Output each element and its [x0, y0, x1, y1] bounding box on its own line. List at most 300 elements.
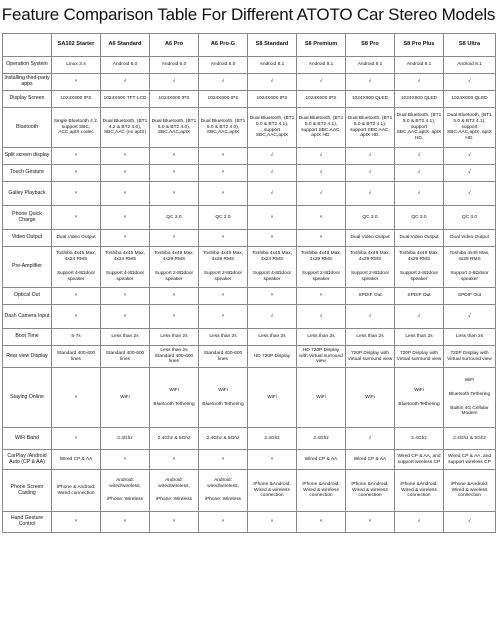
value-cell	[150, 470, 199, 512]
cell-text: √	[468, 153, 471, 159]
table-row	[3, 288, 496, 305]
value-cell	[346, 428, 395, 450]
cell-text: 720P Display with Virtual surround view	[396, 350, 442, 362]
cell-text: QC 2.0	[215, 214, 231, 220]
value-cell	[199, 329, 248, 346]
table-row	[3, 57, 496, 74]
value-cell	[199, 346, 248, 368]
cell-text: Toshiba 4x49 Max, 4x29 RMS	[301, 251, 341, 263]
cell-text: ×	[221, 190, 225, 196]
cell-text: HD 720P Display with Virtual surround view	[299, 347, 343, 365]
value-cell	[444, 329, 496, 346]
header-cell-model: S8 Standard	[248, 34, 297, 57]
feature-cell: Video Output	[3, 230, 52, 247]
value-cell	[346, 329, 395, 346]
cell-text: 2.4Ghz & 5Ghz	[206, 435, 240, 441]
value-cell	[199, 74, 248, 91]
cell-text: Toshiba 4x49 Max, 4x29 RMS	[399, 251, 439, 263]
cell-text: √	[417, 190, 421, 196]
value-cell	[248, 512, 297, 533]
cell-text: Standard 400-600 lines	[105, 350, 145, 362]
cell-text: iPhone & Android: Wired connection	[56, 484, 96, 496]
cell-text: Toshiba 4x49 Max, 4x29 RMS	[154, 251, 194, 263]
cell-text: ×	[74, 313, 78, 319]
cell-text: SPDIF Out	[358, 293, 382, 299]
value-cell	[395, 182, 444, 206]
table-row	[3, 165, 496, 182]
cell-text: Less than 2s	[405, 334, 433, 340]
cell-text: √	[368, 190, 372, 196]
table-row	[3, 148, 496, 165]
value-cell	[297, 450, 346, 470]
value-cell	[395, 450, 444, 470]
cell-text: Dual Bluetooth, (BT1 5.0 & BT2 4.0), SBC,AAC,aptX	[151, 118, 197, 136]
cell-text: 1024X600 IPS	[60, 96, 92, 102]
value-cell	[444, 428, 496, 450]
value-cell	[444, 305, 496, 329]
value-cell	[150, 288, 199, 305]
value-cell	[52, 230, 101, 247]
value-cell	[248, 346, 297, 368]
value-cell	[444, 247, 496, 288]
cell-text: 2.4Ghz	[264, 435, 280, 441]
table-row	[3, 206, 496, 230]
cell-text: ×	[319, 214, 323, 220]
cell-text: √	[221, 79, 225, 85]
value-cell	[346, 368, 395, 428]
value-cell	[101, 450, 150, 470]
cell-text: ×	[319, 293, 323, 299]
value-cell	[52, 346, 101, 368]
value-cell	[297, 288, 346, 305]
cell-text: ×	[74, 190, 78, 196]
value-cell	[297, 512, 346, 533]
value-cell	[101, 368, 150, 428]
value-cell	[346, 470, 395, 512]
value-cell	[199, 368, 248, 428]
value-cell	[52, 512, 101, 533]
cell-text: ×	[74, 435, 78, 441]
table-row	[3, 108, 496, 148]
value-cell	[101, 108, 150, 148]
cell-text: QC 3.0	[411, 214, 427, 220]
value-cell	[297, 74, 346, 91]
cell-text: Support 4-8Ωdoor speaker	[252, 271, 292, 282]
header-cell-model: A6 Pro	[150, 34, 199, 57]
value-cell	[395, 346, 444, 368]
cell-text: WiFi	[218, 387, 228, 393]
cell-text: √	[270, 153, 274, 159]
cell-text: √	[319, 313, 323, 319]
value-cell	[444, 512, 496, 533]
value-cell	[444, 57, 496, 74]
value-cell	[444, 74, 496, 91]
cell-text: √	[368, 79, 372, 85]
value-cell	[52, 470, 101, 512]
value-cell	[52, 91, 101, 108]
cell-text: Less than 2s	[307, 334, 335, 340]
cell-text: Single Bluetooth 4.2, support SBC, ACC,aptX codec	[53, 118, 99, 136]
value-cell	[101, 428, 150, 450]
value-cell	[297, 108, 346, 148]
header-cell-feature	[3, 34, 52, 57]
value-cell	[52, 305, 101, 329]
feature-cell: WiFi Band	[3, 428, 52, 450]
cell-text: Support 2-8Ωdoor speaker	[350, 271, 390, 282]
value-cell	[52, 108, 101, 148]
cell-text: 2.4Ghz	[313, 435, 329, 441]
cell-text: iPhone: Wireless	[156, 497, 192, 503]
cell-text: Toshiba 4x49 Max, 4x29 RMS	[449, 251, 490, 263]
cell-text: √	[417, 79, 421, 85]
value-cell	[150, 346, 199, 368]
value-cell	[444, 368, 496, 428]
value-cell	[297, 206, 346, 230]
cell-text: ×	[123, 519, 127, 525]
cell-text: ×	[270, 293, 274, 299]
cell-text: iPhone &Android: Wired & wireless connection	[400, 481, 438, 499]
cell-text: ×	[221, 293, 225, 299]
cell-text: 2.4Ghz & 5Ghz	[157, 435, 191, 441]
cell-text: √	[319, 170, 323, 176]
cell-text: √	[368, 170, 372, 176]
cell-text: Linux 3.4	[66, 62, 86, 68]
feature-cell: CarPlay /Android Auto (CP & AA)	[3, 450, 52, 470]
cell-text: QC 2.0	[166, 214, 182, 220]
value-cell	[248, 182, 297, 206]
feature-cell: Hand Gesture Control	[3, 512, 52, 533]
cell-text: Android 8.1	[457, 62, 482, 68]
table-row	[3, 182, 496, 206]
cell-text: SPDIF Out	[457, 293, 482, 299]
value-cell	[248, 247, 297, 288]
cell-text: iPhone &Android: Wired & wireless connection	[302, 481, 340, 499]
value-cell	[101, 346, 150, 368]
cell-text: ×	[172, 313, 176, 319]
value-cell	[150, 206, 199, 230]
table-row	[3, 230, 496, 247]
cell-text: ×	[123, 153, 127, 159]
value-cell	[150, 148, 199, 165]
value-cell	[346, 288, 395, 305]
table-row	[3, 368, 496, 428]
feature-cell: Phone Quick Charge	[3, 206, 52, 230]
value-cell	[150, 91, 199, 108]
cell-text: ×	[221, 170, 225, 176]
feature-cell: Galley Playback	[3, 182, 52, 206]
value-cell	[199, 148, 248, 165]
value-cell	[199, 428, 248, 450]
cell-text: √	[417, 519, 421, 525]
feature-cell: Pre-Amplifier	[3, 247, 52, 288]
cell-text: ×	[319, 235, 323, 241]
cell-text: ×	[172, 190, 176, 196]
header-cell-model: S8 Ultra	[444, 34, 496, 57]
table-row	[3, 305, 496, 329]
cell-text: √	[172, 79, 176, 85]
table-body	[3, 57, 496, 533]
cell-text: √	[468, 313, 471, 319]
value-cell	[52, 182, 101, 206]
feature-cell: Bluetooth	[3, 108, 52, 148]
cell-text: Support 2-8Ωdoor speaker	[154, 271, 194, 282]
cell-text: Support 2-8Ωdoor speaker	[203, 271, 243, 282]
value-cell	[297, 329, 346, 346]
value-cell	[248, 165, 297, 182]
cell-text: 1024X600 QLED	[351, 96, 389, 102]
cell-text: WiFi	[464, 377, 475, 383]
value-cell	[248, 57, 297, 74]
cell-text: ×	[123, 214, 127, 220]
cell-text: 1024X600 IPS	[305, 96, 337, 102]
value-cell	[199, 247, 248, 288]
value-cell	[444, 182, 496, 206]
value-cell	[199, 182, 248, 206]
cell-text: Standard 400-600 lines	[56, 350, 96, 362]
value-cell	[150, 329, 199, 346]
value-cell	[199, 108, 248, 148]
cell-text: Support 4-8Ωdoor speaker	[56, 271, 96, 282]
value-cell	[150, 165, 199, 182]
cell-text: Bluetooth Tethering	[153, 401, 195, 407]
page-title: Feature Comparison Table For Different ATOTO Car Stereo Models	[1, 5, 496, 24]
value-cell	[297, 470, 346, 512]
cell-text: 2.4Ghz	[117, 435, 133, 441]
cell-text: √	[417, 153, 421, 159]
cell-text: Toshiba 4x45 Max, 4x24 RMS	[105, 251, 145, 263]
cell-text: Wired CP & AA	[304, 456, 338, 462]
value-cell	[395, 91, 444, 108]
comparison-table	[2, 33, 496, 533]
cell-text: ×	[172, 170, 176, 176]
cell-text: ×	[270, 214, 274, 220]
value-cell	[346, 148, 395, 165]
cell-text: √	[319, 190, 323, 196]
cell-text: Support 2-8Ωdoor speaker	[399, 271, 439, 282]
value-cell	[101, 512, 150, 533]
cell-text: iPhone &Android: Wired & wireless connection	[351, 481, 389, 499]
cell-text: HD 720P Display	[253, 353, 291, 359]
cell-text: ×	[270, 235, 274, 241]
cell-text: ×	[123, 170, 127, 176]
cell-text: √	[417, 313, 421, 319]
cell-text: 1024X600 IPS	[207, 96, 239, 102]
cell-text: ×	[172, 235, 176, 241]
value-cell	[248, 329, 297, 346]
value-cell	[150, 57, 199, 74]
cell-text: iPhone: Wireless	[205, 497, 241, 503]
cell-text: Android 8.1	[406, 62, 432, 68]
cell-text: 1024X600 IPS	[256, 96, 288, 102]
cell-text: ×	[123, 456, 127, 462]
cell-text: √	[319, 79, 323, 85]
cell-text: 2.4Ghz & 5Ghz	[453, 435, 486, 441]
feature-cell: Touch Gesture	[3, 165, 52, 182]
value-cell	[248, 368, 297, 428]
cell-text: Wired CP & AA	[59, 456, 93, 462]
value-cell	[444, 206, 496, 230]
cell-text: √	[270, 79, 274, 85]
cell-text: 1024X600 IPS	[158, 96, 190, 102]
cell-text: Android 6.0	[112, 62, 138, 68]
cell-text: ×	[74, 79, 78, 85]
value-cell	[395, 148, 444, 165]
feature-cell: Staying Online	[3, 368, 52, 428]
value-cell	[346, 305, 395, 329]
value-cell	[248, 450, 297, 470]
value-cell	[101, 91, 150, 108]
value-cell	[346, 57, 395, 74]
cell-text: 720P Display with Virtual surround view	[347, 350, 393, 362]
value-cell	[346, 230, 395, 247]
value-cell	[444, 230, 496, 247]
value-cell	[52, 329, 101, 346]
cell-text: WiFi	[169, 387, 179, 393]
cell-text: ×	[270, 519, 274, 525]
cell-text: Dual Video Output	[350, 235, 390, 241]
cell-text: Bluetooth Tethering	[448, 391, 491, 397]
table-row	[3, 512, 496, 533]
cell-text: Android 6.0	[210, 62, 236, 68]
cell-text: Less than 2s Standard 400-600 lines	[154, 347, 194, 365]
cell-text: ×	[368, 519, 372, 525]
value-cell	[444, 148, 496, 165]
value-cell	[346, 247, 395, 288]
value-cell	[395, 305, 444, 329]
value-cell	[199, 57, 248, 74]
cell-text: ×	[172, 293, 176, 299]
cell-text: Less than 2s	[111, 334, 139, 340]
cell-text: Support 4-8Ωdoor speaker	[105, 271, 145, 282]
value-cell	[52, 428, 101, 450]
cell-text: ×	[221, 313, 225, 319]
value-cell	[346, 108, 395, 148]
cell-text: WiFi	[267, 394, 277, 400]
value-cell	[248, 428, 297, 450]
cell-text: 1024X600 QLED	[400, 96, 438, 102]
cell-text: √	[319, 153, 323, 159]
cell-text: WiFi	[365, 394, 375, 400]
comparison-table-wrapper	[2, 33, 495, 533]
value-cell	[346, 74, 395, 91]
value-cell	[297, 305, 346, 329]
cell-text: 720P Display with Virtual surround view	[447, 350, 492, 362]
value-cell	[248, 91, 297, 108]
value-cell	[199, 91, 248, 108]
cell-text: Less than 2s	[455, 334, 484, 340]
feature-cell: Display Screen	[3, 91, 52, 108]
value-cell	[395, 247, 444, 288]
table-header-row	[3, 34, 496, 57]
value-cell	[297, 148, 346, 165]
table-row	[3, 247, 496, 288]
cell-text: √	[417, 170, 421, 176]
value-cell	[248, 206, 297, 230]
cell-text: ×	[123, 190, 127, 196]
cell-text: √	[270, 170, 274, 176]
cell-text: √	[468, 170, 471, 176]
cell-text: ×	[319, 519, 323, 525]
value-cell	[150, 450, 199, 470]
cell-text: Dual Bluetooth, (BT1 5.0 & BT2 4.1), support SBC,AAC, aptX HD.	[298, 115, 344, 139]
cell-text: Builtin 4G Cellular Modem	[450, 405, 489, 417]
header-cell-model: A6 Standard	[101, 34, 150, 57]
cell-text: Dual Bluetooth, (BT1 5.0 & BT2 4.1), support SBC,AAC,aptX	[249, 115, 295, 139]
value-cell	[52, 165, 101, 182]
table-row	[3, 428, 496, 450]
cell-text: 2.4Ghz	[411, 435, 427, 441]
value-cell	[297, 57, 346, 74]
value-cell	[150, 74, 199, 91]
value-cell	[248, 108, 297, 148]
cell-text: Wired CP & AA	[353, 456, 387, 462]
value-cell	[297, 428, 346, 450]
value-cell	[101, 305, 150, 329]
cell-text: Bluetooth Tethering	[202, 401, 244, 407]
value-cell	[52, 368, 101, 428]
cell-text: Dual Bluetooth, (BT1 4.2 & BT2 4.0), SBC,AAC (no aptX)	[102, 118, 148, 136]
cell-text: ×	[221, 456, 225, 462]
value-cell	[444, 450, 496, 470]
feature-cell: Split screen display	[3, 148, 52, 165]
value-cell	[101, 57, 150, 74]
value-cell	[346, 91, 395, 108]
value-cell	[150, 428, 199, 450]
value-cell	[395, 329, 444, 346]
cell-text: QC 3.0	[362, 214, 378, 220]
cell-text: Android 8.1	[259, 62, 285, 68]
value-cell	[248, 288, 297, 305]
value-cell	[297, 91, 346, 108]
cell-text: ×	[270, 456, 274, 462]
value-cell	[248, 305, 297, 329]
table-row	[3, 346, 496, 368]
cell-text: Toshiba 4x49 Max, 4x29 RMS	[350, 251, 390, 263]
value-cell	[444, 346, 496, 368]
value-cell	[199, 450, 248, 470]
value-cell	[297, 182, 346, 206]
cell-text: √	[468, 190, 471, 196]
cell-text: ×	[123, 235, 127, 241]
cell-text: Less than 2s	[258, 334, 286, 340]
value-cell	[346, 206, 395, 230]
table-row	[3, 329, 496, 346]
cell-text: ×	[221, 519, 225, 525]
cell-text: Bluetooth Tethering	[398, 401, 440, 407]
cell-text: Wired CP & AA, and support wireless CP	[447, 453, 492, 465]
value-cell	[297, 230, 346, 247]
cell-text: ×	[123, 313, 127, 319]
cell-text: ×	[74, 170, 78, 176]
cell-text: Toshiba 4x45 Max, 4x24 RMS	[56, 251, 96, 263]
cell-text: Dual Video Output	[399, 235, 439, 241]
value-cell	[52, 247, 101, 288]
cell-text: Dual Bluetooth, (BT1 5.0 & BT2 4.1), support SBC,AAC,aptX, aptX HD.	[396, 113, 442, 142]
cell-text: Dual Bluetooth, (BT1 5.0 & BT2 4.1), support SBC,AAC,aptX, aptX HD.	[447, 113, 492, 142]
cell-text: √	[368, 313, 372, 319]
value-cell	[395, 512, 444, 533]
cell-text: iPhone &Android: Wired & wireless connection	[450, 481, 489, 499]
value-cell	[199, 288, 248, 305]
header-cell-model: SA102 Starter	[52, 34, 101, 57]
value-cell	[346, 512, 395, 533]
value-cell	[150, 108, 199, 148]
cell-text: ×	[172, 456, 176, 462]
cell-text: √	[368, 153, 372, 159]
cell-text: Less than 2s	[160, 334, 188, 340]
value-cell	[248, 74, 297, 91]
cell-text: √	[468, 79, 471, 85]
